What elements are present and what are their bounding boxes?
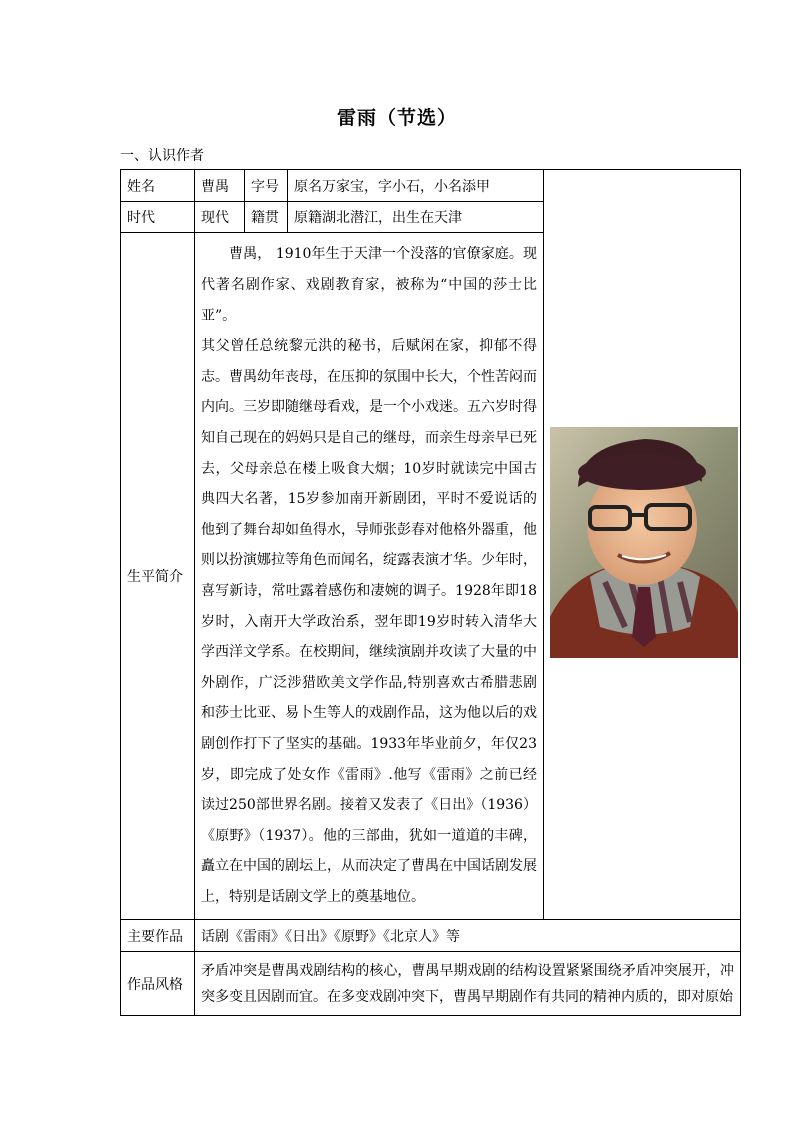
name-label: 姓名 — [121, 170, 195, 202]
bio-paragraph-1: 曹禺， 1910年生于天津一个没落的官僚家庭。现代著名剧作家、戏剧教育家，被称为“中国的莎士比亚”。 — [201, 246, 537, 324]
bio-label: 生平简介 — [121, 233, 195, 920]
row-style — [121, 952, 741, 1016]
section-heading: 一、认识作者 — [120, 148, 204, 164]
page-title: 雷雨（节选） — [336, 107, 457, 129]
alias-label: 字号 — [245, 170, 288, 202]
style-value: 矛盾冲突是曹禺戏剧结构的核心，曹禺早期戏剧的结构设置紧紧围绕矛盾冲突展开，冲突多变且因剧而宜。在多变戏剧冲突下，曹禺早期剧作有共同的精神内质的，即对原始 — [201, 962, 734, 1005]
bio-content — [195, 233, 544, 920]
style-label: 作品风格 — [121, 952, 195, 1016]
alias-value: 原名万家宝，字小石，小名添甲 — [288, 170, 544, 202]
style-value-cell — [195, 952, 741, 1016]
author-portrait-photo — [550, 427, 738, 658]
origin-label: 籍贯 — [245, 202, 288, 233]
works-label: 主要作品 — [121, 920, 195, 952]
origin-value: 原籍湖北潜江，出生在天津 — [288, 202, 544, 233]
row-works — [121, 920, 741, 952]
era-label: 时代 — [121, 202, 195, 233]
name-value: 曹禺 — [195, 170, 245, 202]
portrait-cell — [544, 170, 741, 920]
era-value: 现代 — [195, 202, 245, 233]
author-info-table — [120, 169, 741, 1016]
works-value: 话剧《雷雨》《日出》《原野》《北京人》等 — [195, 920, 741, 952]
bio-paragraph-2: 其父曾任总统黎元洪的秘书，后赋闲在家，抑郁不得志。曹禺幼年丧母，在压抑的氛围中长大，个性苦闷而内向。三岁即随继母看戏，是一个小戏迷。五六岁时得知自己现在的妈妈只是自己的继母，而亲生母亲早已死去，父母亲总在楼上吸食大烟；10岁时就读完中国古典四大名著，15岁参加南开新剧团，平时不爱说话的他到了舞台却如鱼得水，导师张彭春对他格外器重，他则以扮演娜拉等角色而闻名，绽露表演才华。少年时，喜写新诗，常吐露着感伤和凄婉的调子。1928年即18岁时，入南开大学政治系，翌年即19岁时转入清华大学西洋文学系。在校期间，继续演剧并攻读了大量的中外剧作，广泛涉猎欧美文学作品,特别喜欢古希腊悲剧和莎士比亚、易卜生等人的戏剧作品，这为他以后的戏剧创作打下了坚实的基础。1933年毕业前夕，年仅23岁，即完成了处女作《雷雨》.他写《雷雨》之前已经读过250部世界名剧。接着又发表了《日出》（1936）《原野》（1937）。他的三部曲，犹如一道道的丰碑，矗立在中国的剧坛上，从而决定了曹禺在中国话剧发展上，特别是话剧文学上的奠基地位。 — [201, 338, 537, 905]
row-name — [121, 170, 741, 202]
